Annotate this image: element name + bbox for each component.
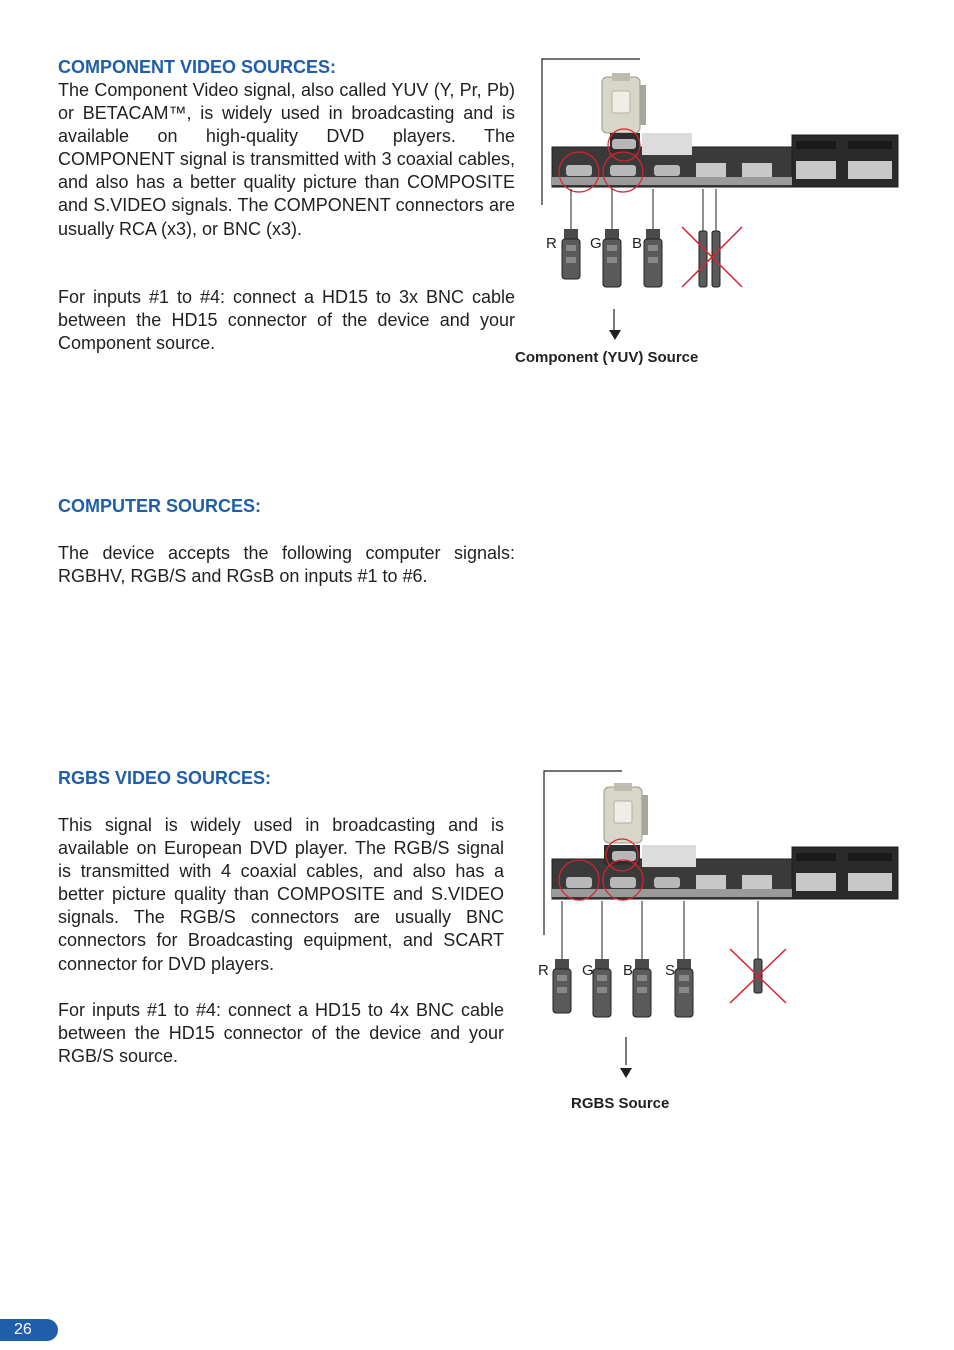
rgbs-paragraph: This signal is widely used in broadcasting and is available on European DVD player. The RGB/S signal is transmitted with 4 coaxial cables, and also has a better picture quality than COMPOSITE and S.VIDEO signals. The RGB/S connectors are usually BNC connectors for Broadcasting equipment, and SCART connector for DVD players. (58, 815, 504, 974)
bnc-connector-b (644, 229, 662, 287)
bnc-connector-g (593, 959, 611, 1017)
component-connection-diagram (530, 55, 910, 335)
component-source-caption: Component (YUV) Source (515, 349, 699, 366)
bnc-connector-r (553, 959, 571, 1013)
component-instruction: For inputs #1 to #4: connect a HD15 to 3x BNC cable between the HD15 connector of the device and your Component source. (58, 287, 515, 354)
pin-label-b: B (623, 962, 634, 979)
device-rear-panel (552, 845, 898, 899)
arrowhead-icon (608, 330, 622, 346)
arrowhead-icon (619, 1068, 633, 1084)
pin-label-r: R (538, 962, 549, 979)
pin-label-r: R (546, 235, 557, 252)
rgbs-connection-diagram (530, 765, 910, 1065)
pin-label-b: B (632, 235, 643, 252)
page-number: 26 (0, 1319, 58, 1341)
bnc-connector-b (633, 959, 651, 1017)
dvi-adapter-icon (602, 73, 646, 133)
component-heading: COMPONENT VIDEO SOURCES: (58, 57, 337, 77)
dvi-adapter-icon (604, 783, 648, 843)
rgbs-instruction: For inputs #1 to #4: connect a HD15 to 4x BNC cable between the HD15 connector of the device and your RGB/S source. (58, 1000, 504, 1067)
bnc-connector-g (603, 229, 621, 287)
computer-paragraph: The device accepts the following computer signals: RGBHV, RGB/S and RGsB on inputs #1 to #6. (58, 543, 515, 587)
bnc-connector-s (675, 959, 693, 1017)
pin-label-g: G (590, 235, 602, 252)
rgbs-heading: RGBS VIDEO SOURCES: (58, 768, 272, 788)
bnc-connector-r (562, 229, 580, 279)
computer-heading: COMPUTER SOURCES: (58, 496, 262, 516)
pin-label-g: G (582, 962, 594, 979)
rgbs-source-caption: RGBS Source (571, 1095, 670, 1112)
component-paragraph: The Component Video signal, also called YUV (Y, Pr, Pb) or BETACAM™, is widely used in broadcasting and is available on high-quality DVD players. The COMPONENT signal is transmitted with 3 coaxial cables, and also has a better quality picture than COMPOSITE and S.VIDEO signals. The COMPONENT connectors are usually RCA (x3), or BNC (x3). (58, 80, 515, 239)
pin-label-s: S (665, 962, 676, 979)
